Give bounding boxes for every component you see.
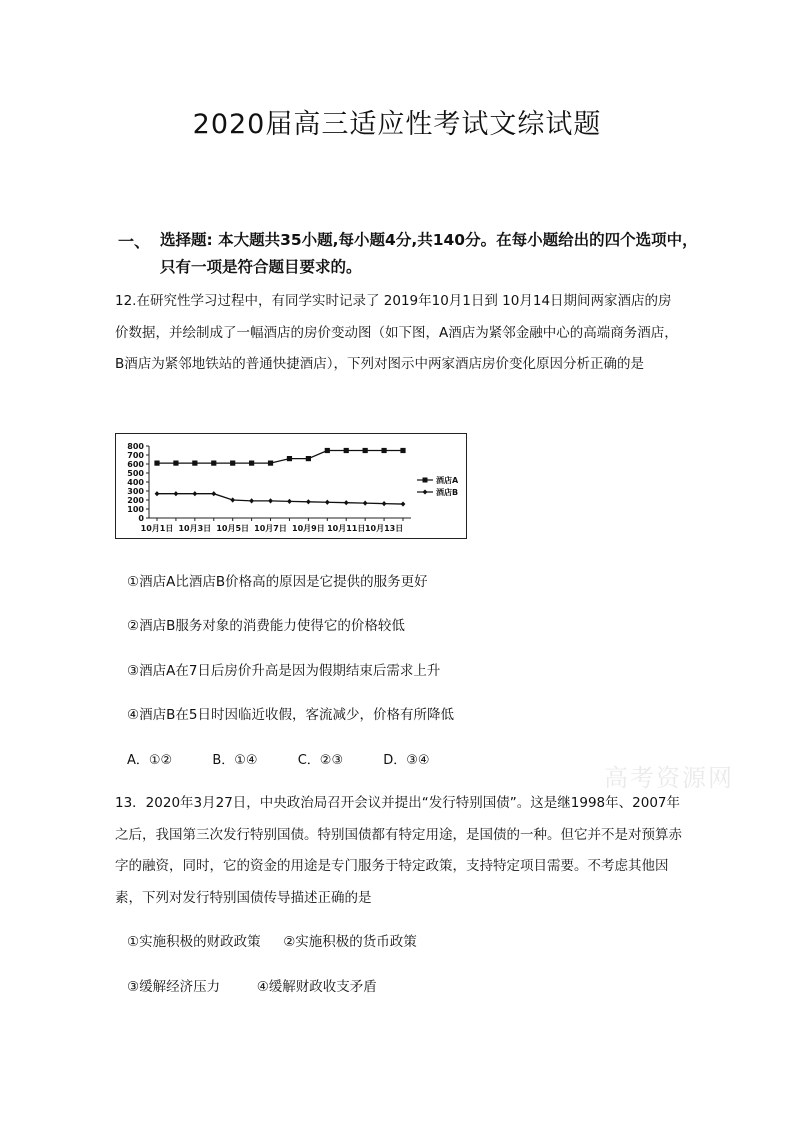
x-tick-label: 10月11日 [327, 524, 366, 533]
chart-frame [116, 434, 467, 539]
data-point-a [211, 461, 216, 466]
x-tick-label: 10月1日 [140, 524, 174, 533]
choice-c[interactable]: C．②③ [297, 753, 344, 768]
data-point-a [230, 461, 235, 466]
y-tick-label: 200 [127, 496, 144, 505]
q13-option-4: ④缓解财政收支矛盾 [256, 979, 377, 995]
data-point-a [306, 456, 311, 461]
question-13-stem: 13．2020年3月27日，中央政治局召开会议并提出“发行特别国债”。这是继1998年、2007年之后，我国第三次发行特别国债。特别国债都有特定用途，是国债的一种。但它并不是对预算赤字的融资，同时，它的资金的用途是专门服务于特定政策，支持特定项目需要。不考虑其他因素，下列对发行特别国债传导描述正确的是 [115, 795, 682, 906]
legend-label: 酒店B [436, 488, 459, 497]
price-chart-svg [115, 433, 467, 539]
q13-options-line-1 [127, 930, 417, 950]
watermark: 高考资源网 [604, 764, 734, 792]
section-number: 一、 [118, 232, 151, 251]
q13-option-1: ①实施积极的财政政策 [127, 934, 261, 950]
choice-a[interactable]: A．①② [127, 753, 173, 768]
q12-option-3: ③酒店A在7日后房价升高是因为假期结束后需求上升 [127, 663, 441, 679]
legend-label: 酒店A [436, 476, 459, 485]
y-tick-label: 700 [127, 451, 144, 460]
data-point-a [325, 448, 330, 453]
q12-choices [127, 749, 458, 768]
data-point-a [344, 448, 349, 453]
data-point-a [381, 448, 386, 453]
y-tick-label: 100 [127, 505, 144, 514]
x-tick-label: 10月7日 [254, 524, 287, 533]
y-tick-label: 800 [127, 442, 144, 451]
section-instruction: 选择题: 本大题共35小题,每小题4分,共140分。在每小题给出的四个选项中，只有一项是符合题目要求的。 [160, 231, 698, 276]
page-title: 2020届高三适应性考试文综试题 [192, 109, 602, 140]
data-point-a [287, 456, 292, 461]
q12-option-2: ②酒店B服务对象的消费能力使得它的价格较低 [127, 618, 405, 634]
x-tick-label: 10月5日 [216, 524, 250, 533]
data-point-a [154, 461, 159, 466]
data-point-a [192, 461, 197, 466]
y-tick-label: 500 [127, 469, 144, 478]
q13-option-3: ③缓解经济压力 [127, 979, 221, 995]
data-point-a [173, 461, 178, 466]
q12-option-1: ①酒店A比酒店B价格高的原因是它提供的服务更好 [127, 574, 428, 590]
legend-marker-a [423, 478, 428, 483]
data-point-a [363, 448, 368, 453]
price-chart [115, 433, 467, 539]
q13-option-2: ②实施积极的货币政策 [283, 934, 417, 950]
y-tick-label: 300 [127, 487, 144, 496]
q13-options-line-2 [127, 975, 377, 995]
data-point-a [268, 461, 273, 466]
x-tick-label: 10月9日 [292, 524, 325, 533]
y-tick-label: 0 [138, 514, 144, 523]
question-12-stem: 12.在研究性学习过程中，有同学实时记录了 2019年10月1日到 10月14日期间两家酒店的房价数据，并绘制成了一幅酒店的房价变动图（如下图，A酒店为紧邻金融中心的高端商务酒店，B酒店为紧邻地铁站的普通快捷酒店），下列对图示中两家酒店房价变化原因分析正确的是 [115, 293, 678, 372]
x-tick-label: 10月3日 [178, 524, 212, 533]
y-tick-label: 600 [127, 460, 144, 469]
data-point-a [400, 448, 405, 453]
q12-option-4: ④酒店B在5日时因临近收假，客流减少，价格有所降低 [127, 707, 454, 723]
choice-d[interactable]: D．③④ [383, 753, 430, 768]
data-point-a [249, 461, 254, 466]
choice-b[interactable]: B．①④ [212, 753, 258, 768]
y-tick-label: 400 [127, 478, 144, 487]
x-tick-label: 10月13日 [364, 524, 404, 533]
